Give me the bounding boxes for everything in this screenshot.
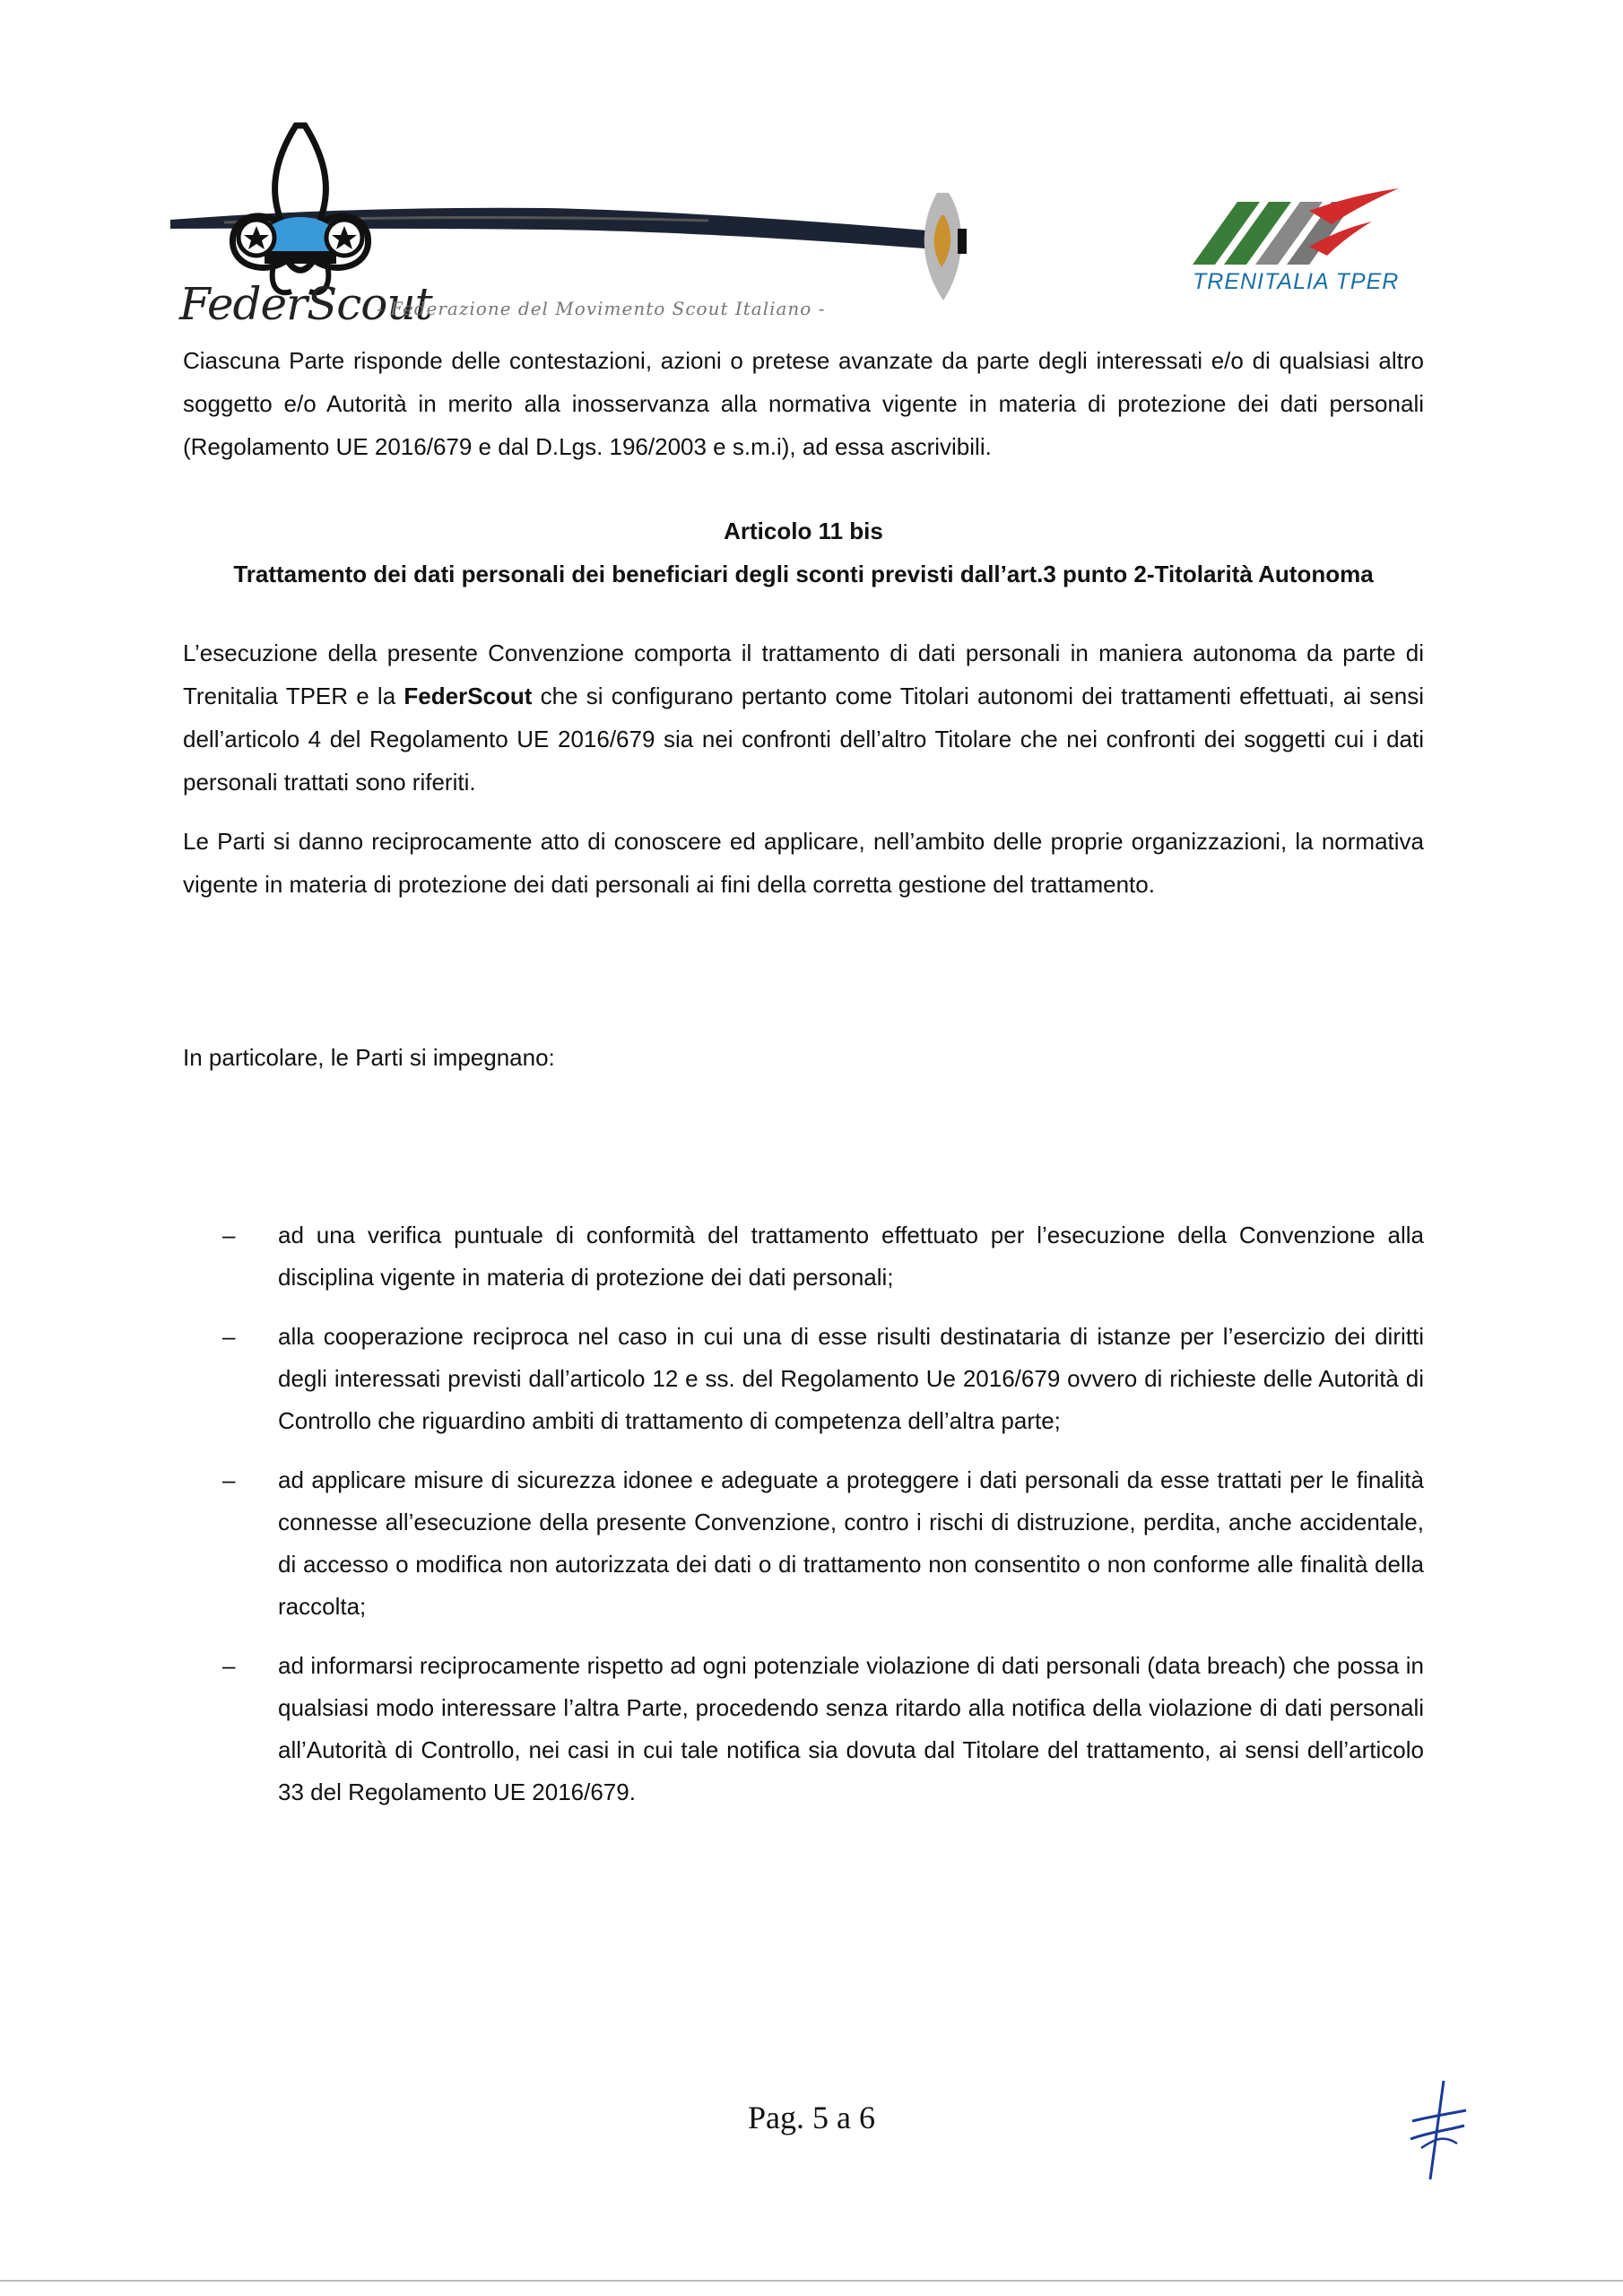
article-heading <box>183 509 1424 596</box>
page-bottom-rule <box>0 2280 1623 2282</box>
list-item <box>183 1214 1424 1299</box>
federscout-subtitle: - Federazione del Movimento Scout Italiano - <box>377 298 826 319</box>
bullet-marker: – <box>222 1323 236 1350</box>
letterhead <box>170 108 1426 341</box>
list-item <box>183 1645 1424 1813</box>
trenitalia-name: TRENITALIA TPER <box>1193 269 1400 294</box>
commitments-list <box>183 1214 1424 1831</box>
handwritten-initials-icon <box>1403 2076 1471 2184</box>
commitments-intro: In particolare, le Parti si impegnano: <box>183 1044 555 1071</box>
list-item <box>183 1459 1424 1628</box>
list-item-text: ad applicare misure di sicurezza idonee e adeguate a proteggere i dati personali da esse trattati per le finalità connesse all’esecuzione della presente Convenzione, contro i rischi di distruzione, perdita, anche accidentale, di accesso o modifica non autorizzata dei dati o di trattamento non consentito o non conforme alle finalità della raccolta; <box>278 1466 1424 1620</box>
article-title: Trattamento dei dati personali dei beneficiari degli sconti previsti dall’art.3 punto 2-Titolarità Autonoma <box>233 561 1374 587</box>
article-number: Articolo 11 bis <box>724 517 883 544</box>
paragraph-mutual-acknowledgement: Le Parti si danno reciprocamente atto di conoscere ed applicare, nell’ambito delle proprie organizzazioni, la normativa vigente in materia di protezione dei dati personali ai fini della corretta gestione del trattamento. <box>183 828 1424 898</box>
paragraph-autonomous-controllers <box>183 631 1424 804</box>
bullet-marker: – <box>222 1466 236 1493</box>
page-number: Pag. 5 a 6 <box>748 2100 875 2135</box>
list-item-text: ad una verifica puntuale di conformità del trattamento effettuato per l’esecuzione della Convenzione alla disciplina vigente in materia di protezione dei dati personali; <box>278 1222 1424 1291</box>
list-item <box>183 1316 1424 1442</box>
paragraph-2-part-a: L’esecuzione della presente Convenzione comporta il trattamento di dati personali in maniera autonoma da parte di Trenitalia TPER e la <box>183 639 1424 709</box>
bullet-marker: – <box>222 1222 236 1248</box>
bullet-marker: – <box>222 1652 236 1679</box>
list-item-text: alla cooperazione reciproca nel caso in cui una di esse risulti destinataria di istanze per l’esercizio dei diritti degli interessati previsti dall’articolo 12 e ss. del Regolamento Ue 2016/679 ovvero di richieste delle Autorità di Controllo che riguardino ambiti di trattamento di competenza dell’altra parte; <box>278 1323 1424 1434</box>
federscout-signature: FederScout <box>179 278 432 330</box>
paragraph-liability: Ciascuna Parte risponde delle contestazioni, azioni o pretese avanzate da parte degli interessati e/o di qualsiasi altro soggetto e/o Autorità in merito alla inosservanza alla normativa vigente in materia di protezione dei dati personali (Regolamento UE 2016/679 e dal D.Lgs. 196/2003 e s.m.i), ad essa ascrivibili. <box>183 347 1424 460</box>
list-item-text: ad informarsi reciprocamente rispetto ad ogni potenziale violazione di dati personali (data breach) che possa in qualsiasi modo interessare l’altra Parte, procedendo senza ritardo alla notifica della violazione di dati personali all’Autorità di Controllo, nei casi in cui tale notifica sia dovuta dal Titolare del trattamento, ai sensi dell’articolo 33 del Regolamento UE 2016/679. <box>278 1652 1424 1805</box>
federscout-bold: FederScout <box>404 683 533 709</box>
paragraph-2-part-b: che si configurano pertanto come Titolari autonomi dei trattamenti effettuati, ai sensi dell’articolo 4 del Regolamento UE 2016/679 sia nei confronti dell’altro Titolare che nei confronti dei soggetti cui i dati personali trattati sono riferiti. <box>183 683 1424 796</box>
